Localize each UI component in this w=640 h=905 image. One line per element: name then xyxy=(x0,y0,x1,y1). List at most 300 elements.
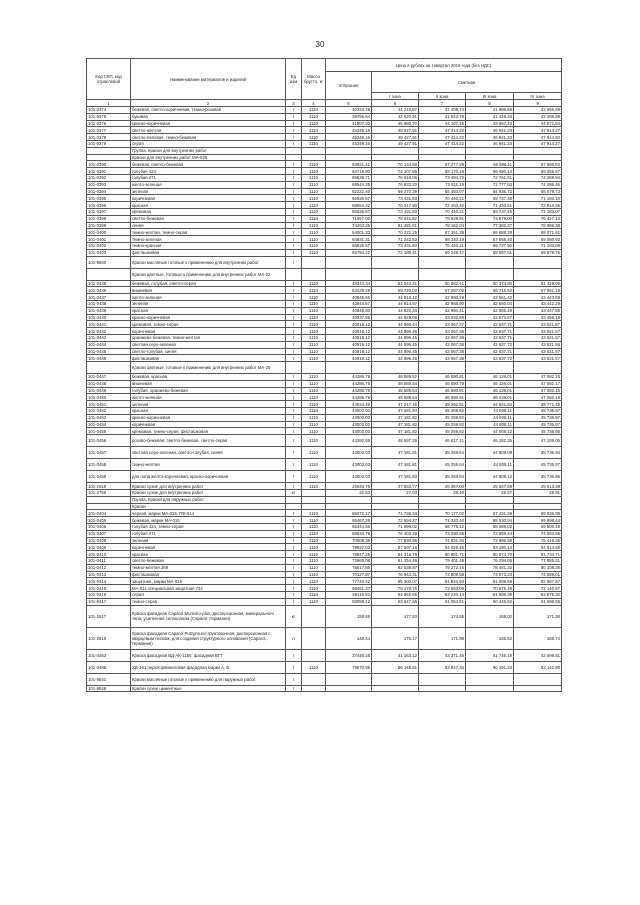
code-cell: 101-0407 xyxy=(87,530,131,537)
price-cell: 43 521.57 xyxy=(514,355,562,362)
price-cell: 45 259.64 xyxy=(419,447,466,459)
price-cell: 42 656,99 xyxy=(514,107,562,114)
price-cell: 42 637.71 xyxy=(466,328,514,335)
mass-cell: 1110 xyxy=(302,174,326,181)
price-cell: 74 631.34 xyxy=(419,537,466,544)
price-cell: 72 153.42 xyxy=(419,202,466,209)
table-row xyxy=(87,598,562,605)
price-cell: 73 494.72 xyxy=(419,174,466,181)
price-cell: 44 808.12 xyxy=(466,428,514,435)
price-cell: 54 936.72 xyxy=(466,188,514,195)
price-cell xyxy=(326,154,372,161)
name-cell: красная xyxy=(131,408,286,415)
code-cell: 101-0456 xyxy=(87,435,131,447)
name-cell: оранжево-бежевая, темно-желтая xyxy=(131,334,286,341)
price-cell: 68451.37 xyxy=(326,585,372,592)
price-cell: 72 140.57 xyxy=(514,585,562,592)
mass-cell: 1110 xyxy=(302,578,326,585)
name-cell: коричневая xyxy=(131,328,286,335)
mass-cell: 1110 xyxy=(302,564,326,571)
price-cell: 76 618.06 xyxy=(372,174,419,181)
price-cell xyxy=(466,147,514,154)
price-cell xyxy=(326,362,372,374)
mass-cell: 1110 xyxy=(302,328,326,335)
mass-cell: 1110 xyxy=(302,421,326,428)
page-number: 30 xyxy=(315,40,325,49)
price-cell: 44286.79 xyxy=(326,387,372,394)
code-cell: 101-0399 xyxy=(87,222,131,229)
price-cell: 45349.16 xyxy=(326,140,372,147)
price-cell: 44286.79 xyxy=(326,394,372,401)
code-cell: 101-0409 xyxy=(87,544,131,551)
header-estimate: Сметная xyxy=(372,72,562,93)
unit-cell: т xyxy=(286,314,302,321)
name-cell: МА-011 специальная защитная 734 xyxy=(131,585,286,592)
price-cell: 37440.16 xyxy=(326,649,372,661)
code-cell xyxy=(87,154,131,161)
table-row xyxy=(87,387,562,394)
price-cell: 43002.03 xyxy=(326,408,372,415)
unit-cell: т xyxy=(286,447,302,459)
price-cell: 44 210,87 xyxy=(372,107,419,114)
price-cell: 45 292.81 xyxy=(419,401,466,408)
table-row xyxy=(87,208,562,215)
price-cell: 171.30 xyxy=(514,605,562,627)
price-cell: 42 637.72 xyxy=(466,355,514,362)
price-cell xyxy=(372,268,419,280)
price-cell: 65794.22 xyxy=(326,249,372,256)
table-row xyxy=(87,314,562,321)
code-cell: 101-0390 xyxy=(87,161,131,168)
code-cell: 101-0415 xyxy=(87,585,131,592)
header-name: Наименование материалов и изделий xyxy=(131,59,286,100)
name-cell: красно-коричневая xyxy=(131,414,286,421)
mass-cell: 1110 xyxy=(302,435,326,447)
name-cell: зеленая xyxy=(131,401,286,408)
table-row xyxy=(87,215,562,222)
price-cell: 43 456.18 xyxy=(514,314,562,321)
unit-cell: т xyxy=(286,517,302,524)
group-name-cell: Краски цветные, готовые к применению для внутренних работ МА-22 xyxy=(131,268,286,280)
column-number: 2 xyxy=(131,100,286,107)
mass-cell: 1110 xyxy=(302,483,326,490)
price-cell: 41907.33 xyxy=(326,120,372,127)
price-cell: 43 371.46 xyxy=(419,649,466,661)
price-cell: 47 181.81 xyxy=(372,459,419,471)
name-cell: бежевая, светло-коричневая, темно-розовая xyxy=(131,107,286,114)
unit-cell: т xyxy=(286,374,302,381)
price-cell: 64001.33 xyxy=(326,229,372,236)
name-cell: красно-коричневая xyxy=(131,314,286,321)
price-cell: 67 431.39 xyxy=(466,510,514,517)
code-cell: 101-0378 xyxy=(87,134,131,141)
price-cell: 43 067.38 xyxy=(419,328,466,335)
unit-cell: т xyxy=(286,592,302,599)
price-cell: 68 071.61 xyxy=(514,229,562,236)
price-cell: 42 573.67 xyxy=(466,314,514,321)
price-cell: 45 736.97 xyxy=(514,421,562,428)
price-cell: 84 914.68 xyxy=(514,544,562,551)
name-cell: ХВ-161 перхлорвиниловая фасадная марки А, Б xyxy=(131,661,286,673)
price-cell: 49 427.91 xyxy=(372,134,419,141)
price-cell: 71 726.34 xyxy=(372,510,419,517)
code-cell: 101-2617 xyxy=(87,605,131,627)
mass-cell: 1110 xyxy=(302,408,326,415)
price-cell xyxy=(419,503,466,510)
code-cell: 101-0374 xyxy=(87,107,131,114)
unit-cell: т xyxy=(286,544,302,551)
unit-cell: т xyxy=(286,321,302,328)
group-row xyxy=(87,147,562,154)
table-row xyxy=(87,287,562,294)
price-cell: 47 914.27 xyxy=(514,127,562,134)
unit-cell: т xyxy=(286,380,302,387)
price-cell xyxy=(419,362,466,374)
price-cell: 175.17 xyxy=(372,627,419,649)
code-cell: 101-0413 xyxy=(87,571,131,578)
price-cell: 69634.78 xyxy=(326,530,372,537)
code-cell: 101-0442 xyxy=(87,328,131,335)
price-cell: 45 771.49 xyxy=(514,401,562,408)
table-row xyxy=(87,585,562,592)
code-cell: 101-0411 xyxy=(87,558,131,565)
code-cell: 101-0375 xyxy=(87,113,131,120)
column-number: 6 xyxy=(372,100,419,107)
group-row xyxy=(87,362,562,374)
price-cell: 45 736.97 xyxy=(514,459,562,471)
price-cell: 46 126.01 xyxy=(466,374,514,381)
price-cell: 46 941.23 xyxy=(466,140,514,147)
mass-cell: 1110 xyxy=(302,387,326,394)
price-cell: 57 287.02 xyxy=(419,287,466,294)
price-cell: 44286.79 xyxy=(326,380,372,387)
mass-cell xyxy=(302,147,326,154)
unit-cell: т xyxy=(286,140,302,147)
table-row xyxy=(87,355,562,362)
price-cell: 45 259.82 xyxy=(419,421,466,428)
price-cell: 69 248.47 xyxy=(419,249,466,256)
name-cell: красно-коричневая xyxy=(131,120,286,127)
name-cell: защитная, марки МА-015 xyxy=(131,578,286,585)
unit-cell: т xyxy=(286,280,302,287)
code-cell: 101-0439 xyxy=(87,307,131,314)
mass-cell: 1110 xyxy=(302,321,326,328)
price-cell: 43 067.38 xyxy=(419,334,466,341)
price-cell xyxy=(372,685,419,692)
table-row xyxy=(87,537,562,544)
name-cell: Краска фасадная Caparol Putzground грунтовочная, дисперсионная с кварцевым песком, для создания структурного основания (Caparol, Германия) xyxy=(131,627,286,649)
price-cell: 69 737.48 xyxy=(466,195,514,202)
price-cell: 92 142.80 xyxy=(514,661,562,673)
price-cell: 43002.03 xyxy=(326,414,372,421)
table-row xyxy=(87,649,562,661)
price-cell: 45 259.82 xyxy=(419,428,466,435)
price-cell: 69544.35 xyxy=(326,181,372,188)
name-cell: зеленая xyxy=(131,537,286,544)
price-cell: 57 891.18 xyxy=(514,287,562,294)
code-cell: 101-0408 xyxy=(87,537,131,544)
price-cell: 45 259.84 xyxy=(419,471,466,483)
price-cell: 148.44 xyxy=(326,627,372,649)
unit-cell: т xyxy=(286,387,302,394)
price-cell: 68 530.94 xyxy=(466,517,514,524)
table-row xyxy=(87,394,562,401)
code-cell: 101-0398 xyxy=(87,215,131,222)
name-cell: коричневая xyxy=(131,195,286,202)
mass-cell: 1110 xyxy=(302,242,326,249)
price-cell: 67 658.40 xyxy=(466,236,514,243)
price-cell: 82 638.87 xyxy=(372,564,419,571)
mass-cell: 1110 xyxy=(302,188,326,195)
price-cell: 81 154.46 xyxy=(372,558,419,565)
unit-cell: т xyxy=(286,168,302,175)
code-cell: 101-0455 xyxy=(87,428,131,435)
mass-cell: 1110 xyxy=(302,517,326,524)
mass-cell xyxy=(302,685,326,692)
price-cell xyxy=(514,147,562,154)
price-cell: 77743.42 xyxy=(326,578,372,585)
price-cell xyxy=(419,685,466,692)
price-cell: 45 980,70 xyxy=(372,120,419,127)
mass-cell xyxy=(302,268,326,280)
code-cell xyxy=(87,496,131,503)
price-cell: 70 675.49 xyxy=(466,585,514,592)
price-cell: 61 698.55 xyxy=(514,598,562,605)
table-row xyxy=(87,685,562,692)
header-zone3: III зона xyxy=(466,93,514,100)
price-cell: 46 941.23 xyxy=(466,127,514,134)
price-cell: 71657.00 xyxy=(326,215,372,222)
table-row xyxy=(87,334,562,341)
unit-cell: т xyxy=(286,435,302,447)
table-row xyxy=(87,483,562,490)
name-cell: голубая 471 xyxy=(131,174,286,181)
price-cell: 46 152.35 xyxy=(466,435,514,447)
price-cell: 45 259.82 xyxy=(419,414,466,421)
price-cell xyxy=(466,154,514,161)
price-cell: 48 597.28 xyxy=(372,435,419,447)
name-cell: вишневая xyxy=(131,380,286,387)
column-number-row xyxy=(87,100,562,107)
price-cell: 75 629.51 xyxy=(419,215,466,222)
unit-cell: т xyxy=(286,421,302,428)
price-cell xyxy=(326,503,372,510)
price-cell: 71 183.09 xyxy=(514,242,562,249)
mass-cell: 1110 xyxy=(302,300,326,307)
price-cell: 59116.53 xyxy=(326,592,372,599)
price-cell: 47 217.46 xyxy=(372,401,419,408)
table-row xyxy=(87,401,562,408)
price-cell: 78 481.32 xyxy=(466,564,514,571)
code-cell: 101-0441 xyxy=(87,321,131,328)
price-cell: 61 599.38 xyxy=(466,592,514,599)
header-unit: Ед изм xyxy=(286,59,302,100)
name-cell: зеленая xyxy=(131,188,286,195)
name-cell: голубая 471 xyxy=(131,530,286,537)
table-row xyxy=(87,374,562,381)
code-cell: 101-0402 xyxy=(87,242,131,249)
price-cell: 70127.87 xyxy=(326,571,372,578)
price-cell: 77 382.27 xyxy=(466,222,514,229)
price-cell: 67 277.39 xyxy=(419,161,466,168)
group-row xyxy=(87,496,562,503)
price-cell: 83 847.34 xyxy=(419,661,466,673)
code-cell: 101-0453 xyxy=(87,414,131,421)
price-cell: 76 427.13 xyxy=(514,215,562,222)
unit-cell: т xyxy=(286,236,302,243)
code-cell xyxy=(87,503,131,510)
price-cell: 70 222.25 xyxy=(372,229,419,236)
price-cell: 47 082.15 xyxy=(514,387,562,394)
price-cell: 66 480.14 xyxy=(466,168,514,175)
price-cell: 22.63 xyxy=(326,490,372,497)
price-cell: 47 914.27 xyxy=(514,140,562,147)
price-cell: 45349.16 xyxy=(326,134,372,141)
code-cell xyxy=(87,268,131,280)
code-cell: 101-0485 xyxy=(87,661,131,673)
mass-cell: 1110 xyxy=(302,459,326,471)
table-row xyxy=(87,459,562,471)
price-cell: 40918.12 xyxy=(326,328,372,335)
mass-cell xyxy=(302,673,326,685)
mass-cell: 1110 xyxy=(302,280,326,287)
mass-cell: 1110 xyxy=(302,314,326,321)
group-name-cell: Краски xyxy=(131,503,286,510)
code-cell: 101-0392 xyxy=(87,174,131,181)
table-row xyxy=(87,280,562,287)
code-cell: 101-0444 xyxy=(87,341,131,348)
unit-cell: т xyxy=(286,571,302,578)
unit-cell: т xyxy=(286,202,302,209)
mass-cell xyxy=(302,256,326,268)
mass-cell: 1110 xyxy=(302,140,326,147)
price-cell: 43 443.69 xyxy=(514,294,562,301)
unit-cell: т xyxy=(286,287,302,294)
price-cell xyxy=(372,154,419,161)
price-cell: 81 481.61 xyxy=(372,222,419,229)
price-cell: 73 431.83 xyxy=(372,242,419,249)
name-cell: Краски сухие для внутренних работ xyxy=(131,483,286,490)
price-cell: 67 361.39 xyxy=(419,229,466,236)
price-cell xyxy=(514,673,562,685)
table-row xyxy=(87,107,562,114)
mass-cell: 1110 xyxy=(302,414,326,421)
price-cell: 81 008.59 xyxy=(466,578,514,585)
unit-cell: т xyxy=(286,649,302,661)
price-cell: 87 597.18 xyxy=(372,544,419,551)
price-cell: 42 599.81 xyxy=(514,649,562,661)
price-cell xyxy=(372,496,419,503)
mass-cell: 1110 xyxy=(302,208,326,215)
code-cell: 101-0463 xyxy=(87,649,131,661)
price-cell: 76 633.20 xyxy=(372,181,419,188)
price-cell: 79 272.16 xyxy=(419,564,466,571)
price-cell: 44 896.44 xyxy=(372,321,419,328)
price-cell: 78 986.38 xyxy=(514,222,562,229)
unit-cell: кг xyxy=(286,605,302,627)
price-cell: 42 637.71 xyxy=(466,321,514,328)
table-row xyxy=(87,242,562,249)
code-cell: 101-0396 xyxy=(87,202,131,209)
mass-cell: 1110 xyxy=(302,551,326,558)
unit-cell: т xyxy=(286,294,302,301)
price-cell: 42 285,98 xyxy=(514,113,562,120)
code-cell: 101-0393 xyxy=(87,181,131,188)
price-cell: 69 998.44 xyxy=(514,517,562,524)
price-cell: 69 978.75 xyxy=(514,249,562,256)
mass-cell xyxy=(302,362,326,374)
mass-cell: 1110 xyxy=(302,195,326,202)
price-cell: 43002.03 xyxy=(326,447,372,459)
unit-cell: т xyxy=(286,471,302,483)
header-price-group: Цена в рублях на I квартал 2016 года (без НДС) xyxy=(326,59,562,72)
price-cell: 43 521.57 xyxy=(514,334,562,341)
table-row xyxy=(87,300,562,307)
price-cell: 42 637.71 xyxy=(466,334,514,341)
mass-cell: 1110 xyxy=(302,537,326,544)
mass-cell xyxy=(302,490,326,497)
price-cell: 45 736.97 xyxy=(514,414,562,421)
price-cell: 27.03 xyxy=(372,490,419,497)
mass-cell: 1110 xyxy=(302,428,326,435)
mass-cell: 1110 xyxy=(302,181,326,188)
price-cell: 72 914.36 xyxy=(514,202,562,209)
table-row xyxy=(87,428,562,435)
price-cell: 43 521.57 xyxy=(514,328,562,335)
price-cell xyxy=(372,256,419,268)
unit-cell: т xyxy=(286,598,302,605)
unit-cell: т xyxy=(286,558,302,565)
table-row xyxy=(87,673,562,685)
code-cell: 101-0414 xyxy=(87,578,131,585)
unit-cell: т xyxy=(286,107,302,114)
name-cell: голубая, оранжево-бежевая xyxy=(131,387,286,394)
name-cell: красная xyxy=(131,307,286,314)
price-cell xyxy=(466,685,514,692)
mass-cell: 1110 xyxy=(302,236,326,243)
price-cell: 44 896.48 xyxy=(372,328,419,335)
unit-cell: т xyxy=(286,161,302,168)
price-cell xyxy=(372,503,419,510)
price-cell: 43 521.57 xyxy=(514,348,562,355)
price-cell: 45 736.97 xyxy=(514,408,562,415)
header-zone4: IV зона xyxy=(514,93,562,100)
price-cell: 44 820.40 xyxy=(372,307,419,314)
price-cell: 44 896.45 xyxy=(372,348,419,355)
unit-cell: т xyxy=(286,300,302,307)
price-cell xyxy=(419,256,466,268)
price-cell: 65467.26 xyxy=(326,517,372,524)
price-cell: 70608.38 xyxy=(326,537,372,544)
price-cell: 47 914.50 xyxy=(514,134,562,141)
price-cell: 74263.25 xyxy=(326,222,372,229)
price-cell: 43 067.38 xyxy=(419,341,466,348)
table-row xyxy=(87,447,562,459)
price-cell: 45 736.94 xyxy=(514,447,562,459)
price-cell: 73 290.56 xyxy=(419,530,466,537)
price-cell xyxy=(419,268,466,280)
code-cell: 101-0452 xyxy=(87,408,131,415)
mass-cell: 1110 xyxy=(302,394,326,401)
price-cell: 46 126.01 xyxy=(466,380,514,387)
price-cell: 66 688.28 xyxy=(466,229,514,236)
price-cell: 47 181.84 xyxy=(372,408,419,415)
table-row xyxy=(87,161,562,168)
table-row xyxy=(87,174,562,181)
price-cell: 43002.03 xyxy=(326,428,372,435)
mass-cell: 1110 xyxy=(302,558,326,565)
price-cell: 81 824.93 xyxy=(419,578,466,585)
